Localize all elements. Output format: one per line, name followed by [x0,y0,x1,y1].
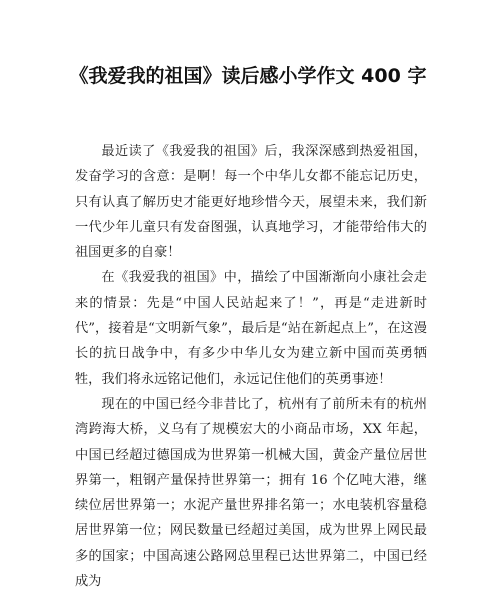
document-body [75,139,427,594]
document-title: 《我爱我的祖国》读后感小学作文 400 字 [69,65,427,87]
paragraph-3: 现在的中国已经今非昔比了，杭州有了前所未有的杭州湾跨海大桥，义乌有了规模宏大的小商品市场，XX 年起，中国已经超过德国成为世界第一机械大国，黄金产量位居世界第一，粗钢产量保持世界第一；拥有 16 个亿吨大港，继续位居世界第一；水泥产量世界排名第一；水电装机容量稳居世界第一位；网民数量已经超过美国，成为世界上网民最多的国家；中国高速公路网总里程已达世界第二，中国已经成为 [75,396,427,590]
paragraph-1: 最近读了《我爱我的祖国》后，我深深感到热爱祖国，发奋学习的含意：是啊！每一个中华儿女都不能忘记历史，只有认真了解历史才能更好地珍惜今天，展望未来，我们新一代少年儿童只有发奋图强，认真地学习，才能带给伟大的祖国更多的自豪！ [75,144,427,261]
paragraph-2: 在《我爱我的祖国》中，描绘了中国渐渐向小康社会走来的情景：先是“中国人民站起来了！”，再是“走进新时代”，接着是“文明新气象”，最后是“站在新起点上”，在这漫长的抗日战争中，有多少中华儿女为建立新中国而英勇牺牲，我们将永远铭记他们，永远记住他们的英勇事迹！ [75,270,427,387]
